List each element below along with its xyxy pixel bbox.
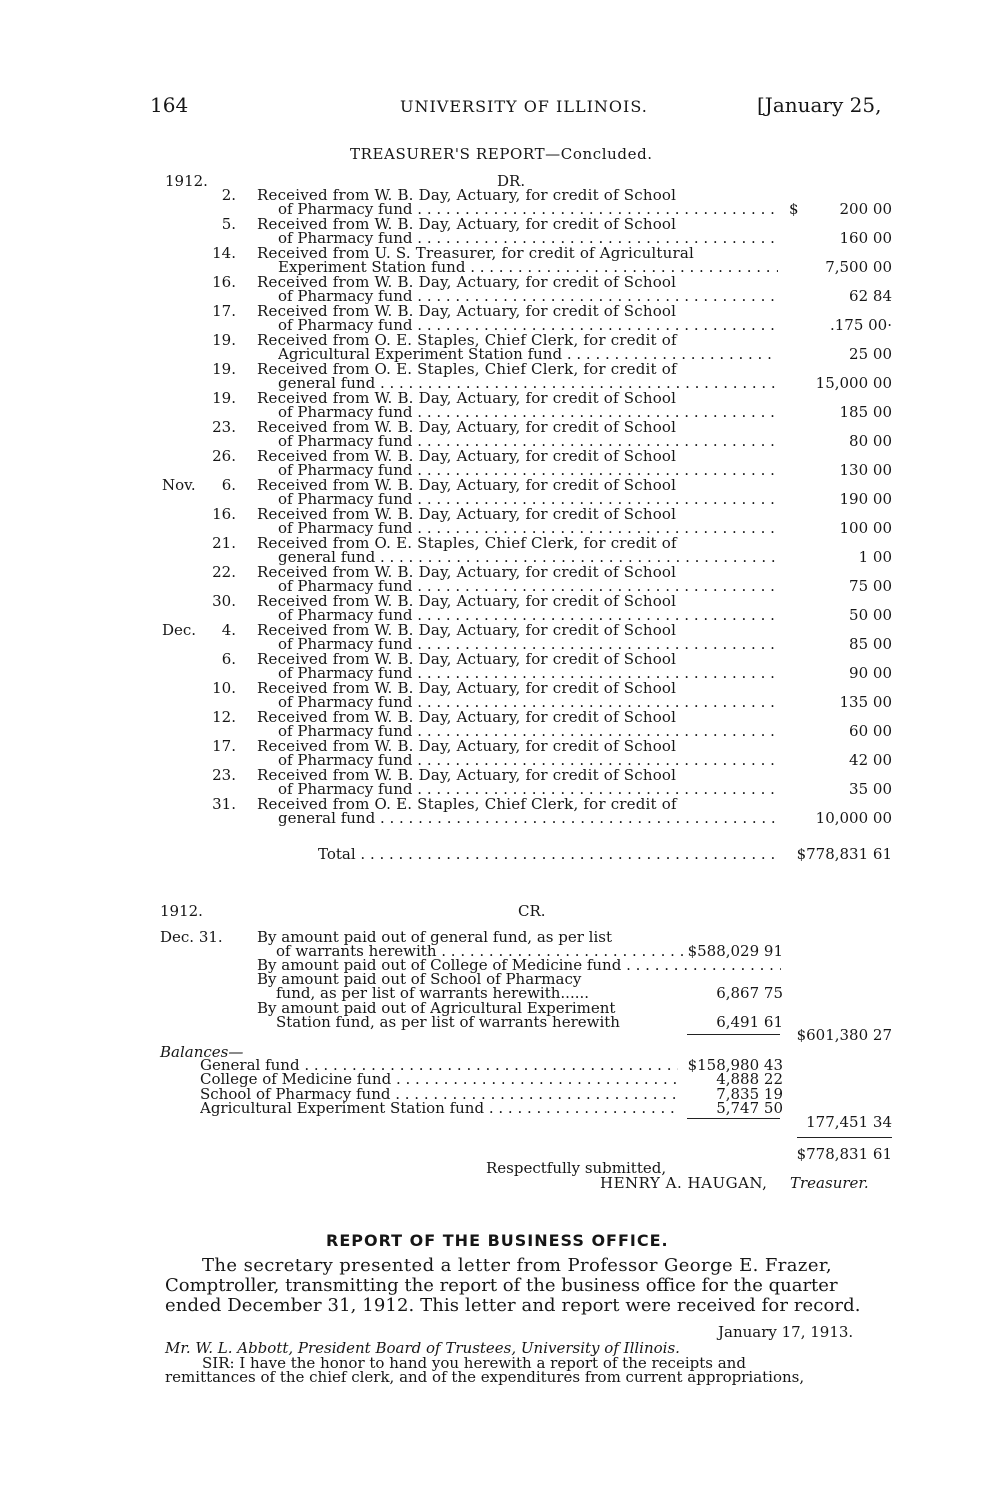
entry-day: 12.: [212, 708, 236, 726]
entry-amount: 85 00: [849, 635, 892, 653]
entry-day: 17.: [212, 737, 236, 755]
entry-amount: 1 00: [858, 548, 892, 566]
credit-item-3-line2: fund, as per list of warrants herewith......: [276, 984, 590, 1002]
entry-description: Received from W. B. Day, Actuary, for credit of School: [257, 418, 677, 436]
entry-amount: 130 00: [839, 461, 892, 479]
entry-day: 19.: [212, 331, 236, 349]
entry-day: 17.: [212, 302, 236, 320]
entry-description: Received from W. B. Day, Actuary, for credit of School: [257, 650, 677, 668]
entry-amount: 75 00: [849, 577, 892, 595]
entry-fund: Experiment Station fund . . .: [278, 258, 778, 276]
section-title: TREASURER'S REPORT—Concluded.: [350, 145, 653, 163]
entry-description: Received from O. E. Staples, Chief Clerk, for credit of: [257, 360, 677, 378]
entry-fund: of Pharmacy fund . . .: [278, 403, 778, 421]
entry-month: Nov.: [162, 476, 196, 494]
entry-description: Received from W. B. Day, Actuary, for credit of School: [257, 592, 677, 610]
entry-month: Dec.: [162, 621, 197, 639]
credit-item-1-line1: By amount paid out of general fund, as per list: [257, 928, 612, 946]
entry-day: 23.: [212, 418, 236, 436]
credit-item-4-line2: Station fund, as per list of warrants herewith: [276, 1013, 620, 1031]
entry-description: Received from W. B. Day, Actuary, for credit of School: [257, 476, 677, 494]
entry-day: 26.: [212, 447, 236, 465]
debit-entry: [0, 360, 988, 392]
debit-entry: [0, 418, 988, 450]
debit-entry: [0, 534, 988, 566]
debit-heading: DR.: [497, 172, 526, 190]
salutation-line-2: remittances of the chief clerk, and of the expenditures from current appropriations,: [165, 1368, 805, 1386]
entry-description: Received from W. B. Day, Actuary, for credit of School: [257, 563, 677, 581]
page-number: 164: [150, 93, 189, 117]
credit-item-3-amount: 6,867 75: [716, 984, 783, 1002]
entry-day: 19.: [212, 360, 236, 378]
signature-name: HENRY A. HAUGAN,: [600, 1174, 768, 1192]
balances-label: Balances—: [160, 1043, 244, 1061]
entry-amount: 10,000 00: [815, 809, 892, 827]
entry-day: 4.: [221, 621, 236, 639]
running-date: [January 25,: [757, 93, 882, 117]
entry-amount: 100 00: [839, 519, 892, 537]
signature-line: Respectfully submitted,: [486, 1159, 667, 1177]
debit-entry: [0, 563, 988, 595]
grand-total: $778,831 61: [796, 1145, 892, 1163]
debit-entry: [0, 708, 988, 740]
debit-entry: [0, 505, 988, 537]
entry-fund: of Pharmacy fund . . .: [278, 316, 778, 334]
entry-amount: 190 00: [839, 490, 892, 508]
entry-amount: 185 00: [839, 403, 892, 421]
entry-description: Received from O. E. Staples, Chief Clerk, for credit of: [257, 795, 677, 813]
entry-fund: of Pharmacy fund . . .: [278, 287, 778, 305]
entry-fund: of Pharmacy fund . . .: [278, 635, 778, 653]
entry-description: Received from W. B. Day, Actuary, for credit of School: [257, 389, 677, 407]
entry-fund: of Pharmacy fund . . .: [278, 722, 778, 740]
entry-amount: 90 00: [849, 664, 892, 682]
balances-rule: [687, 1118, 780, 1119]
entry-fund: Agricultural Experiment Station fund . . .: [278, 345, 778, 363]
credit-item-4-line1: By amount paid out of Agricultural Experiment: [257, 999, 616, 1017]
debit-entry: [0, 621, 988, 653]
debit-entry: [0, 331, 988, 363]
entry-amount: 80 00: [849, 432, 892, 450]
entry-description: Received from W. B. Day, Actuary, for credit of School: [257, 708, 677, 726]
grand-total-rule: [797, 1137, 892, 1138]
entry-fund: of Pharmacy fund . . .: [278, 490, 778, 508]
entry-fund: of Pharmacy fund . . .: [278, 606, 778, 624]
debit-year: 1912.: [165, 172, 208, 190]
entry-fund: of Pharmacy fund . . .: [278, 577, 778, 595]
running-title: UNIVERSITY OF ILLINOIS.: [400, 97, 648, 116]
debit-total-label: Total . . .: [318, 845, 778, 863]
balance-general-label: General fund . . .: [200, 1056, 678, 1074]
balance-pharmacy-amount: 7,835 19: [716, 1085, 783, 1103]
entry-day: 16.: [212, 505, 236, 523]
entry-day: 5.: [221, 215, 236, 233]
entry-description: Received from O. E. Staples, Chief Clerk, for credit of: [257, 331, 677, 349]
payments-total: $601,380 27: [796, 1026, 892, 1044]
entry-day: 16.: [212, 273, 236, 291]
entry-fund: general fund . . .: [278, 548, 778, 566]
entry-day: 2.: [221, 186, 236, 204]
debit-entry: [0, 650, 988, 682]
entry-amount: 50 00: [849, 606, 892, 624]
credit-item-1-line2: of warrants herewith . . .: [276, 942, 684, 960]
balance-pharmacy-label: School of Pharmacy fund . . .: [200, 1085, 678, 1103]
entry-description: Received from W. B. Day, Actuary, for credit of School: [257, 302, 677, 320]
balances-total: 177,451 34: [806, 1113, 892, 1131]
letter-date: January 17, 1913.: [718, 1323, 854, 1341]
entry-fund: of Pharmacy fund . . .: [278, 519, 778, 537]
debit-entry: [0, 476, 988, 508]
entry-description: Received from W. B. Day, Actuary, for credit of School: [257, 737, 677, 755]
credit-year: 1912.: [160, 902, 203, 920]
entry-fund: of Pharmacy fund . . .: [278, 751, 778, 769]
debit-entry: [0, 389, 988, 421]
entry-fund: of Pharmacy fund . . .: [278, 432, 778, 450]
entry-description: Received from O. E. Staples, Chief Clerk, for credit of: [257, 534, 677, 552]
paragraph-line-3: ended December 31, 1912. This letter and report were received for record.: [165, 1295, 861, 1316]
letter-addressee: Mr. W. L. Abbott, President Board of Trustees, University of Illinois.: [165, 1339, 680, 1357]
entry-amount: 135 00: [839, 693, 892, 711]
entry-day: 10.: [212, 679, 236, 697]
entry-day: 19.: [212, 389, 236, 407]
entry-fund: of Pharmacy fund . . .: [278, 664, 778, 682]
entry-day: 14.: [212, 244, 236, 262]
debit-entry: [0, 592, 988, 624]
entry-day: 6.: [221, 650, 236, 668]
debit-entry: [0, 186, 988, 218]
entry-fund: of Pharmacy fund . . .: [278, 780, 778, 798]
entry-amount: 42 00: [849, 751, 892, 769]
entry-description: Received from W. B. Day, Actuary, for credit of School: [257, 505, 677, 523]
debit-entry: [0, 679, 988, 711]
entry-amount: 160 00: [839, 229, 892, 247]
debit-entry: [0, 302, 988, 334]
entry-description: Received from W. B. Day, Actuary, for credit of School: [257, 679, 677, 697]
entry-fund: of Pharmacy fund . . .: [278, 461, 778, 479]
entry-description: Received from W. B. Day, Actuary, for credit of School: [257, 186, 677, 204]
paragraph-line-1: The secretary presented a letter from Professor George E. Frazer,: [202, 1255, 833, 1276]
debit-entry: [0, 766, 988, 798]
entry-description: Received from W. B. Day, Actuary, for credit of School: [257, 621, 677, 639]
entry-day: 21.: [212, 534, 236, 552]
signature-role: Treasurer.: [790, 1174, 869, 1192]
business-office-heading: REPORT OF THE BUSINESS OFFICE.: [326, 1231, 669, 1250]
payments-rule: [687, 1034, 780, 1035]
entry-fund: of Pharmacy fund . . .: [278, 200, 778, 218]
credit-item-3-line1: By amount paid out of School of Pharmacy: [257, 970, 582, 988]
paragraph-line-2: Comptroller, transmitting the report of the business office for the quarter: [165, 1275, 838, 1296]
entry-description: Received from W. B. Day, Actuary, for credit of School: [257, 766, 677, 784]
entry-day: 23.: [212, 766, 236, 784]
entry-amount: 62 84: [849, 287, 892, 305]
balance-medicine-label: College of Medicine fund . . .: [200, 1070, 678, 1088]
debit-total-amount: $778,831 61: [796, 845, 892, 863]
entry-amount: 200 00: [839, 200, 892, 218]
entry-description: Received from W. B. Day, Actuary, for credit of School: [257, 447, 677, 465]
salutation-line-1: SIR: I have the honor to hand you herewith a report of the receipts and: [202, 1354, 746, 1372]
entry-fund: of Pharmacy fund . . .: [278, 229, 778, 247]
entry-fund: general fund . . .: [278, 374, 778, 392]
balance-medicine-amount: 4,888 22: [716, 1070, 783, 1088]
entry-fund: general fund . . .: [278, 809, 778, 827]
credit-item-4-amount: 6,491 61: [716, 1013, 783, 1031]
entry-description: Received from W. B. Day, Actuary, for credit of School: [257, 273, 677, 291]
entry-day: 22.: [212, 563, 236, 581]
entry-amount: 60 00: [849, 722, 892, 740]
balance-general-amount: $158,980 43: [687, 1056, 783, 1074]
entry-day: 6.: [221, 476, 236, 494]
credit-item-1-amount: $588,029 91: [687, 942, 783, 960]
debit-entry: [0, 447, 988, 479]
debit-entry: [0, 737, 988, 769]
debit-entry: [0, 273, 988, 305]
debit-entry: [0, 215, 988, 247]
entry-amount: 35 00: [849, 780, 892, 798]
entry-fund: of Pharmacy fund . . .: [278, 693, 778, 711]
entry-amount: .175 00·: [829, 316, 892, 334]
credit-date: Dec. 31.: [160, 928, 223, 946]
debit-entry: [0, 244, 988, 276]
entry-amount: 25 00: [849, 345, 892, 363]
entry-day: 31.: [212, 795, 236, 813]
entry-description: Received from U. S. Treasurer, for credit of Agricultural: [257, 244, 695, 262]
balance-agricultural-label: Agricultural Experiment Station fund . . .: [200, 1099, 678, 1117]
entry-day: 30.: [212, 592, 236, 610]
debit-entry: [0, 795, 988, 827]
balance-agricultural-amount: 5,747 50: [716, 1099, 783, 1117]
entry-amount: 7,500 00: [825, 258, 892, 276]
credit-item-2-line1: By amount paid out of College of Medicine fund . . .: [257, 956, 781, 974]
entry-dollar-sign: $: [789, 200, 799, 218]
entry-amount: 15,000 00: [815, 374, 892, 392]
entry-description: Received from W. B. Day, Actuary, for credit of School: [257, 215, 677, 233]
credit-heading: CR.: [518, 902, 546, 920]
